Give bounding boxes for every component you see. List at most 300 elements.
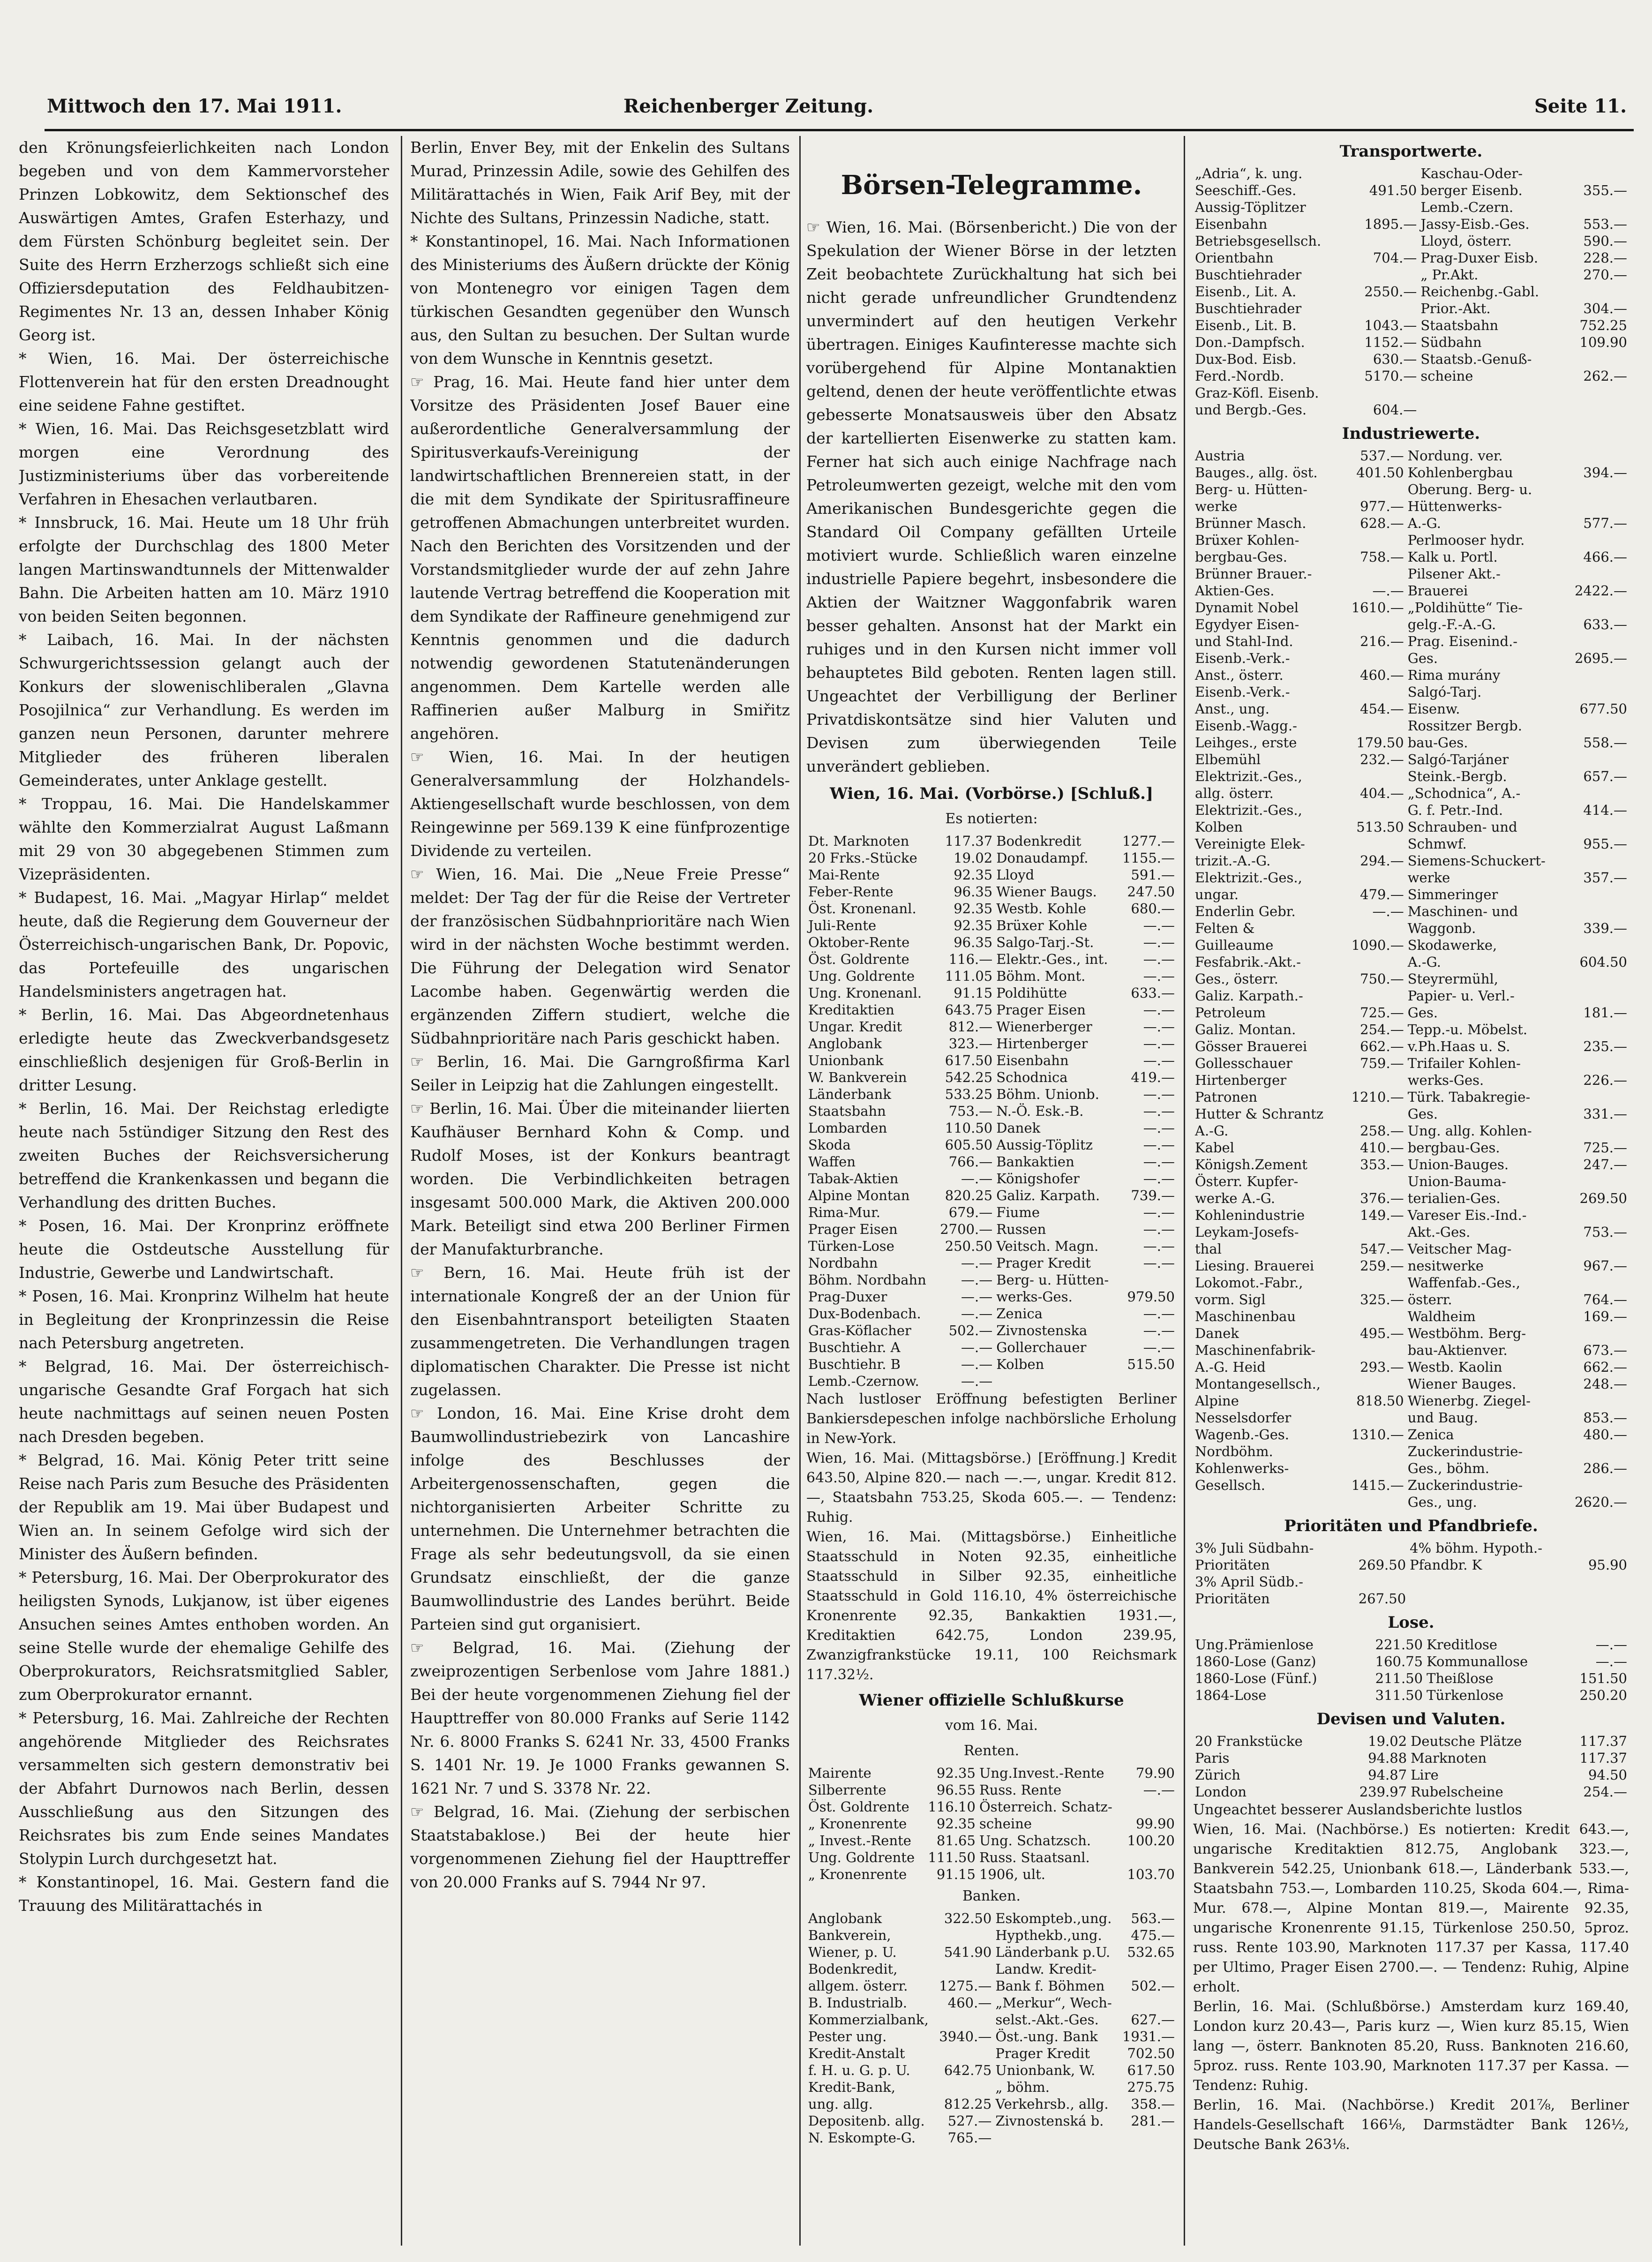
quote-value bbox=[1566, 1173, 1629, 1190]
quote-name: österr. bbox=[1407, 1292, 1452, 1308]
quote-heading: Wien, 16. Mai. (Vorbörse.) [Schluß.] bbox=[829, 784, 1154, 803]
quote-name: A.-G. bbox=[1195, 1123, 1229, 1139]
quote-name: Alpine Montan bbox=[808, 1187, 910, 1203]
quote-name bbox=[1419, 384, 1567, 401]
quote-value: 460.— bbox=[1360, 667, 1404, 683]
news-item: * Troppau, 16. Mai. Die Handelskammer wählte den Kommerzialrat August Laßmann mit 29 von 30 abgegebenen Stimmen zum Vizepräsidenten. bbox=[19, 795, 389, 883]
quote-row bbox=[806, 1781, 1177, 1798]
quote-value: —.— bbox=[1143, 1782, 1175, 1798]
quote-value: 94.50 bbox=[1588, 1767, 1627, 1783]
quote-row bbox=[1193, 751, 1629, 768]
quote-name: Elbemühl bbox=[1195, 751, 1261, 767]
quote-name: Dynamit Nobel bbox=[1195, 600, 1299, 616]
quote-name: Anst., österr. bbox=[1195, 667, 1284, 683]
quote-row bbox=[1193, 565, 1629, 582]
quote-row bbox=[806, 1944, 1177, 1961]
quote-row bbox=[1193, 1122, 1629, 1139]
quote-value: 1152.— bbox=[1364, 334, 1417, 350]
quote-value: 401.50 bbox=[1356, 465, 1404, 481]
quote-name: Türkenlose bbox=[1427, 1687, 1504, 1703]
quote-value: —.— bbox=[1143, 1204, 1175, 1220]
quote-name: Öst.-ung. Bank bbox=[995, 2029, 1098, 2044]
quote-name: 1860-Lose (Ganz) bbox=[1195, 1653, 1316, 1669]
quote-row bbox=[806, 1815, 1177, 1832]
quote-name: Gesellsch. bbox=[1195, 1477, 1265, 1493]
quote-value: —.— bbox=[1143, 1339, 1175, 1355]
quote-name: werke A.-G. bbox=[1195, 1190, 1276, 1206]
quote-name: Kohlenindustrie bbox=[1195, 1207, 1305, 1223]
quote-value bbox=[935, 1961, 994, 1977]
quote-row bbox=[1193, 768, 1629, 785]
quote-name: werks-Ges. bbox=[996, 1289, 1073, 1305]
quote-row bbox=[1193, 1375, 1629, 1392]
quote-name: Wagenb.-Ges. bbox=[1195, 1427, 1289, 1443]
quote-row bbox=[1193, 734, 1629, 751]
quote-value: —.— bbox=[1143, 917, 1175, 933]
quote-row bbox=[806, 1356, 1177, 1373]
quote-row bbox=[1193, 903, 1629, 920]
quote-name: Feber-Rente bbox=[808, 884, 894, 900]
quote-name: Ges., österr. bbox=[1195, 971, 1278, 987]
quote-value bbox=[1566, 1021, 1629, 1038]
quote-value: 239.97 bbox=[1359, 1784, 1407, 1800]
quote-value bbox=[1342, 1494, 1405, 1511]
quote-name: Tabak-Aktien bbox=[808, 1171, 899, 1187]
quote-name: Ung. Goldrente bbox=[808, 968, 915, 984]
quote-table bbox=[1193, 447, 1629, 1511]
quote-value: 355.— bbox=[1583, 182, 1627, 198]
quote-row bbox=[806, 833, 1177, 849]
quote-name: Russ. Staatsanl. bbox=[979, 1849, 1090, 1865]
quote-value: 357.— bbox=[1583, 870, 1627, 886]
quote-name: bergbau-Ges. bbox=[1195, 549, 1287, 565]
quote-value bbox=[1342, 532, 1405, 549]
quote-value: 553.— bbox=[1583, 216, 1627, 232]
quote-value bbox=[1577, 1540, 1629, 1556]
quote-name: allgem. österr. bbox=[808, 1978, 908, 1994]
quote-value bbox=[1567, 401, 1629, 418]
quote-name: Anglobank bbox=[808, 1910, 882, 1926]
quote-name: „Poldihütte“ Tie- bbox=[1407, 600, 1523, 616]
quote-value: 358.— bbox=[1131, 2096, 1175, 2112]
quote-name: Buschtiehrader bbox=[1195, 267, 1302, 283]
quote-table bbox=[1193, 1540, 1629, 1607]
quote-value bbox=[1566, 903, 1629, 920]
quote-name: Lokomot.-Fabr., bbox=[1195, 1275, 1303, 1291]
quote-value: 248.— bbox=[1583, 1376, 1627, 1392]
quote-row bbox=[1193, 1342, 1629, 1359]
quote-value: 2422.— bbox=[1574, 583, 1627, 599]
quote-row bbox=[806, 1170, 1177, 1187]
quote-name: bau-Aktienver. bbox=[1407, 1342, 1508, 1358]
quote-name: Liesing. Brauerei bbox=[1195, 1258, 1314, 1274]
quote-name: Zürich bbox=[1195, 1767, 1240, 1783]
quote-name: Ungar. Kredit bbox=[808, 1019, 902, 1035]
quote-row bbox=[1193, 869, 1629, 886]
quote-value: 181.— bbox=[1583, 1005, 1627, 1021]
quote-name: Union-Bauma- bbox=[1407, 1173, 1506, 1189]
quote-name: Unionbank bbox=[808, 1052, 884, 1068]
quote-value: 633.— bbox=[1583, 616, 1627, 632]
quote-name: W. Bankverein bbox=[808, 1069, 907, 1085]
quote-row bbox=[1193, 1750, 1629, 1766]
quote-row bbox=[806, 1798, 1177, 1815]
quote-name: Türk. Tabakregie- bbox=[1407, 1089, 1531, 1105]
quote-name: Böhm. Mont. bbox=[996, 968, 1086, 984]
quote-row bbox=[1193, 1687, 1629, 1704]
quote-row bbox=[806, 1339, 1177, 1356]
quote-value: 765.— bbox=[947, 2130, 992, 2146]
news-item: * Budapest, 16. Mai. „Magyar Hirlap“ meldet heute, daß die Regierung dem Gouverneur der Österreichisch-ungarischen Bank, Dr. Popovic, das Portefeuille des ungarischen Handelsministers angetragen hat. bbox=[19, 888, 389, 1000]
news-item: * Berlin, 16. Mai. Das Abgeordnetenhaus erledigte heute das Zweckverbandsgesetz einschließlich desjenigen für Groß-Berlin in dritter Lesung. bbox=[19, 1006, 389, 1094]
quote-value bbox=[1342, 1274, 1405, 1291]
quote-name: „Adria“, k. ung. bbox=[1195, 165, 1303, 181]
quote-name: Felten & bbox=[1195, 920, 1255, 936]
quote-value: —.— bbox=[961, 1171, 993, 1187]
quote-row bbox=[806, 2112, 1177, 2129]
quote-row bbox=[1193, 1089, 1629, 1105]
quote-value: 591.— bbox=[1131, 867, 1175, 883]
quote-row bbox=[1193, 1653, 1629, 1670]
quote-name bbox=[1419, 401, 1567, 418]
quote-name: Öst. Goldrente bbox=[808, 951, 909, 967]
quote-name: Staatsbahn bbox=[1420, 317, 1499, 333]
quote-row bbox=[1193, 1460, 1629, 1477]
quote-name: Union-Bauges. bbox=[1407, 1157, 1509, 1172]
quote-value: 92.35 bbox=[936, 1765, 976, 1781]
quote-value: 702.50 bbox=[1127, 2045, 1175, 2061]
quote-name: Montangesellsch., bbox=[1195, 1376, 1321, 1392]
quote-name: terialien-Ges. bbox=[1407, 1190, 1501, 1206]
quote-value: 673.— bbox=[1583, 1342, 1627, 1358]
quote-value: 725.— bbox=[1360, 1005, 1404, 1021]
quote-name: Prioritäten bbox=[1195, 1557, 1270, 1573]
quote-name: Lemb.-Czern. bbox=[1420, 199, 1514, 215]
quote-value: 325.— bbox=[1360, 1292, 1404, 1308]
quote-value: 750.— bbox=[1360, 971, 1404, 987]
quote-row bbox=[806, 849, 1177, 866]
quote-value: 1310.— bbox=[1351, 1427, 1404, 1443]
quote-value: 99.90 bbox=[1135, 1816, 1175, 1832]
quote-value: —.— bbox=[1143, 1036, 1175, 1052]
column-news-1 bbox=[19, 136, 389, 2248]
quote-name: Prager Kredit bbox=[995, 2045, 1090, 2061]
quote-name: Mai-Rente bbox=[808, 867, 880, 883]
quote-name: 4% böhm. Hypoth.- bbox=[1410, 1540, 1543, 1556]
quote-row bbox=[1193, 987, 1629, 1004]
quote-name: Bodenkredit, bbox=[808, 1961, 898, 1977]
news-item: ☞ Wien, 16. Mai. In der heutigen Generalversammlung der Holzhandels-Aktiengesellschaft wurde beschlossen, von dem Reingewinne per 569.139 K eine fünfprozentige Dividende zu verteilen. bbox=[410, 748, 790, 860]
quote-value: —.— bbox=[961, 1373, 993, 1389]
quote-row bbox=[806, 984, 1177, 1001]
quote-name: Eisenbahn bbox=[996, 1052, 1069, 1068]
quote-value bbox=[1342, 1224, 1405, 1240]
quote-name: „ böhm. bbox=[995, 2079, 1050, 2095]
quote-name: Landw. Kredit- bbox=[995, 1961, 1096, 1977]
quote-name: bau-Ges. bbox=[1407, 735, 1468, 751]
quote-name: Gras-Köflacher bbox=[808, 1323, 911, 1338]
quote-name: Danek bbox=[1195, 1325, 1239, 1341]
quote-heading: Prioritäten und Pfandbriefe. bbox=[1284, 1517, 1538, 1535]
quote-name: Silberrente bbox=[808, 1782, 886, 1798]
quote-name: scheine bbox=[1420, 368, 1473, 384]
quote-value: 100.20 bbox=[1127, 1833, 1175, 1849]
quote-name: Eisenw. bbox=[1407, 701, 1460, 717]
quote-name: Kabel bbox=[1195, 1140, 1234, 1156]
quote-name: Wienerbg. Ziegel- bbox=[1407, 1393, 1531, 1409]
quote-name: Aussig-Töplitz bbox=[996, 1137, 1093, 1153]
quote-row bbox=[806, 2062, 1177, 2079]
quote-value bbox=[1566, 684, 1629, 700]
quote-value bbox=[935, 2011, 994, 2028]
quote-value: 979.50 bbox=[1127, 1289, 1175, 1305]
quote-name: Dux-Bodenbach. bbox=[808, 1306, 921, 1322]
news-item: * Belgrad, 16. Mai. König Peter tritt seine Reise nach Paris zum Besuche des Präsidenten der Republik am 19. Mai über Budapest und Wien an. In seinem Gefolge wird sich der Minister des Äußern befinden. bbox=[19, 1451, 389, 1563]
quote-value: 542.25 bbox=[945, 1069, 993, 1085]
quote-name: Brüxer Kohle bbox=[996, 917, 1088, 933]
quote-value bbox=[1566, 1055, 1629, 1072]
quote-value bbox=[1342, 1072, 1405, 1089]
quote-table bbox=[1193, 1733, 1629, 1800]
quote-value bbox=[1342, 616, 1405, 633]
quote-row bbox=[1193, 515, 1629, 532]
quote-name: N.-Ö. Esk.-B. bbox=[996, 1103, 1084, 1119]
quote-value: 235.— bbox=[1583, 1038, 1627, 1054]
quote-row bbox=[1193, 1274, 1629, 1291]
quote-value bbox=[1566, 667, 1629, 684]
quote-value: 662.— bbox=[1360, 1038, 1404, 1054]
quote-row bbox=[1193, 1139, 1629, 1156]
quote-name: Maschinenfabrik- bbox=[1195, 1342, 1316, 1358]
quote-value: 764.— bbox=[1583, 1292, 1627, 1308]
quote-row bbox=[806, 968, 1177, 984]
quote-value bbox=[1567, 351, 1629, 368]
quote-row bbox=[1193, 633, 1629, 650]
quote-value bbox=[1118, 1961, 1177, 1977]
quote-row bbox=[806, 1018, 1177, 1035]
quote-heading: Wiener offizielle Schlußkurse bbox=[859, 1691, 1124, 1710]
quote-row bbox=[1193, 1573, 1629, 1590]
quote-name: Ges. bbox=[1407, 1005, 1438, 1021]
quote-name: Zenica bbox=[996, 1306, 1043, 1322]
quote-name: Nordbahn bbox=[808, 1255, 878, 1271]
quote-name: Kolben bbox=[996, 1356, 1044, 1372]
quote-name: B. Industrialb. bbox=[808, 1995, 908, 2011]
quote-name: Maschinen- und bbox=[1407, 903, 1518, 919]
quote-name: Gollesschauer bbox=[1195, 1055, 1293, 1071]
quote-name: Brauerei bbox=[1407, 583, 1468, 599]
quote-value bbox=[1342, 717, 1405, 734]
quote-value: 627.— bbox=[1131, 2012, 1175, 2028]
quote-name: Marknoten bbox=[1411, 1750, 1487, 1766]
quote-value: 563.— bbox=[1131, 1910, 1175, 1926]
quote-value: —.— bbox=[1143, 1120, 1175, 1136]
quote-name: Juli-Rente bbox=[808, 917, 877, 933]
quote-row bbox=[1193, 1590, 1629, 1607]
quote-value: —.— bbox=[1143, 1052, 1175, 1068]
quote-row bbox=[1193, 199, 1629, 216]
quote-row bbox=[806, 1288, 1177, 1305]
quote-row bbox=[806, 1153, 1177, 1170]
quote-value: 111.05 bbox=[945, 968, 993, 984]
quote-name: Ung.Invest.-Rente bbox=[979, 1765, 1104, 1781]
quote-value: 537.— bbox=[1360, 448, 1404, 464]
quote-value: 820.25 bbox=[945, 1187, 993, 1203]
quote-value bbox=[1117, 1373, 1177, 1390]
quote-value: 460.— bbox=[947, 1995, 992, 2011]
quote-value: 1415.— bbox=[1351, 1477, 1404, 1493]
quote-row bbox=[1193, 249, 1629, 266]
quote-row bbox=[806, 1120, 1177, 1136]
quote-name: Patronen bbox=[1195, 1089, 1257, 1105]
quote-value bbox=[1566, 886, 1629, 903]
quote-name: Salgó-Tarj. bbox=[1407, 684, 1482, 700]
quote-row bbox=[1193, 334, 1629, 351]
quote-name: Westb. Kaolin bbox=[1407, 1359, 1502, 1375]
quote-value: 753.— bbox=[948, 1103, 993, 1119]
quote-name: Eisenb., Lit. B. bbox=[1195, 317, 1297, 333]
quote-name: nesitwerke bbox=[1407, 1258, 1484, 1274]
quote-name bbox=[1408, 1573, 1576, 1590]
quote-value: 480.— bbox=[1583, 1427, 1627, 1443]
quote-name: Bodenkredit bbox=[996, 833, 1081, 849]
quote-row bbox=[806, 1832, 1177, 1849]
quote-name: Westb. Kohle bbox=[996, 901, 1086, 917]
quote-name: allg. österr. bbox=[1195, 785, 1274, 801]
quote-row bbox=[806, 917, 1177, 934]
quote-value bbox=[1566, 1443, 1629, 1460]
quote-row bbox=[1193, 447, 1629, 464]
quote-name: 3% Juli Südbahn- bbox=[1195, 1540, 1314, 1556]
quote-name: Gösser Brauerei bbox=[1195, 1038, 1307, 1054]
quote-row bbox=[1193, 368, 1629, 384]
quote-table bbox=[806, 1910, 1177, 2146]
quote-name: A.-G. bbox=[1407, 515, 1442, 531]
quote-name bbox=[993, 2129, 1118, 2146]
quote-name: Buschtiehr. A bbox=[808, 1339, 901, 1355]
quote-name: Waggonb. bbox=[1407, 920, 1476, 936]
quote-value bbox=[1566, 1089, 1629, 1105]
quote-name: Prager Eisen bbox=[808, 1221, 898, 1237]
quote-name: Elektrizit.-Ges., bbox=[1195, 802, 1302, 818]
quote-name: 1906, ult. bbox=[979, 1866, 1046, 1882]
quote-name: Steyrermühl, bbox=[1407, 971, 1499, 987]
quote-name: Zenica bbox=[1407, 1427, 1454, 1443]
quote-subheading: Renten. bbox=[963, 1743, 1020, 1759]
quote-value bbox=[935, 1927, 994, 1944]
quote-row bbox=[1193, 401, 1629, 418]
news-item: ☞ Berlin, 16. Mai. Die Garngroßfirma Karl Seiler in Leipzig hat die Zahlungen eingestellt. bbox=[410, 1052, 790, 1094]
quote-value: 1210.— bbox=[1351, 1089, 1404, 1105]
quote-row bbox=[1193, 1443, 1629, 1460]
quote-value: 259.— bbox=[1360, 1258, 1404, 1274]
quote-row bbox=[806, 1136, 1177, 1153]
quote-name: 1864-Lose bbox=[1195, 1687, 1267, 1703]
column-rule bbox=[401, 136, 402, 2246]
quote-value: 116.10 bbox=[928, 1799, 976, 1815]
quote-heading: Transportwerte. bbox=[1339, 142, 1483, 161]
quote-row bbox=[1193, 920, 1629, 937]
quote-value: 419.— bbox=[1131, 1069, 1175, 1085]
quote-name: Galiz. Karpath.- bbox=[1195, 988, 1303, 1004]
quote-name: Wiener Bauges. bbox=[1407, 1376, 1517, 1392]
quote-value bbox=[1567, 384, 1629, 401]
quote-row bbox=[806, 1373, 1177, 1390]
quote-name: Tepp.-u. Möbelst. bbox=[1407, 1022, 1528, 1037]
quote-name: Aussig-Töplitzer bbox=[1195, 199, 1306, 215]
quote-value: 254.— bbox=[1583, 1784, 1627, 1800]
quote-value: 19.02 bbox=[954, 850, 993, 866]
quote-row bbox=[1193, 1308, 1629, 1325]
quote-value: 502.— bbox=[948, 1323, 993, 1338]
quote-value: 533.25 bbox=[945, 1086, 993, 1102]
news-item: Berlin, Enver Bey, mit der Enkelin des Sultans Murad, Prinzessin Adile, sowie des Gehilfen des Militärattachés in Wien, Faik Arif Bey, mit der Nichte des Sultans, Prinzessin Nadiche, statt. bbox=[410, 138, 790, 227]
quote-value bbox=[1566, 1274, 1629, 1291]
quote-value: 590.— bbox=[1583, 233, 1627, 249]
quote-value: 2700.— bbox=[940, 1221, 993, 1237]
quote-row bbox=[1193, 1105, 1629, 1122]
quote-row bbox=[1193, 1224, 1629, 1240]
quote-row bbox=[806, 1103, 1177, 1120]
news-item: * Berlin, 16. Mai. Der Reichstag erledigte heute nach 5stündiger Sitzung den Rest des zweiten Buches der Reichsversicherung betreffend die Krankenkassen und begann die Verhandlung des dritten Buches. bbox=[19, 1099, 389, 1211]
quote-name: A.-G. bbox=[1407, 954, 1442, 970]
quote-value: 92.35 bbox=[954, 867, 993, 883]
quote-name: Eisenb.-Wagg.- bbox=[1195, 718, 1297, 734]
quote-value: 752.25 bbox=[1579, 317, 1627, 333]
quote-value: 955.— bbox=[1583, 836, 1627, 852]
quote-value: 704.— bbox=[1373, 250, 1417, 266]
quote-name: Brünner Masch. bbox=[1195, 515, 1307, 531]
quote-name: Hutter & Schrantz bbox=[1195, 1106, 1324, 1122]
column-boerse bbox=[806, 136, 1177, 2248]
quote-value: —.— bbox=[1595, 1637, 1627, 1653]
quote-value: 179.50 bbox=[1356, 735, 1404, 751]
quote-value bbox=[1566, 852, 1629, 869]
quote-name: Kaschau-Oder- bbox=[1420, 165, 1523, 181]
quote-name: Elektr.-Ges., int. bbox=[996, 951, 1108, 967]
quote-heading: Lose. bbox=[1388, 1613, 1434, 1632]
quote-row bbox=[1193, 582, 1629, 599]
quote-value: 103.70 bbox=[1127, 1866, 1175, 1882]
news-item: * Innsbruck, 16. Mai. Heute um 18 Uhr früh erfolgte der Durchschlag des 1800 Meter langen Martinswandtunnels der Mittenwalder Bahn. Die Arbeiten hatten am 10. März 1910 von beiden Seiten begonnen. bbox=[19, 513, 389, 625]
quote-value: 281.— bbox=[1131, 2113, 1175, 2129]
quote-value bbox=[1566, 1477, 1629, 1494]
quote-value bbox=[1351, 300, 1419, 317]
quote-value: 94.87 bbox=[1368, 1767, 1407, 1783]
quote-name: Dux-Bod. Eisb. bbox=[1195, 351, 1297, 367]
quote-name: Kohlenwerks- bbox=[1195, 1460, 1289, 1476]
quote-value: 662.— bbox=[1583, 1359, 1627, 1375]
quote-name: „ Pr.Akt. bbox=[1420, 267, 1479, 283]
quote-value bbox=[1566, 1207, 1629, 1224]
quote-value: —.— bbox=[961, 1339, 993, 1355]
quote-name: Paris bbox=[1195, 1750, 1230, 1766]
quote-row bbox=[806, 1052, 1177, 1069]
quote-name: Ges., ung. bbox=[1407, 1494, 1477, 1510]
quote-name: Ges. bbox=[1407, 650, 1438, 666]
quote-value bbox=[1566, 937, 1629, 954]
quote-value bbox=[1342, 1460, 1405, 1477]
quote-name: Türken-Lose bbox=[808, 1238, 894, 1254]
quote-value: 541.90 bbox=[944, 1944, 992, 1960]
quote-value bbox=[1566, 498, 1629, 515]
quote-name: Steink.-Bergb. bbox=[1407, 768, 1507, 784]
quote-value: 495.— bbox=[1360, 1325, 1404, 1341]
quote-value: 19.02 bbox=[1368, 1733, 1407, 1749]
quote-name: Bank f. Böhmen bbox=[995, 1978, 1105, 1994]
news-item: Nach lustloser Eröffnung befestigten Berliner Bankiersdepeschen infolge nachbörsliche Erholung in New-York. bbox=[806, 1391, 1177, 1447]
news-item: ☞ Prag, 16. Mai. Heute fand hier unter dem Vorsitze des Präsidenten Josef Bauer eine außerordentliche Generalversammlung der Spiritusverkaufs-Vereinigung der landwirtschaftlichen Brennereien statt, in der die mit dem Syndikate der Spiritusraffineure getroffenen Abmachungen unterbreitet wurden. Nach den Berichten des Vorsitzenden und der Vorstandsmitglieder wurde der auf zehn Jahre lautende Vertrag betreffend die Kooperation mit dem Syndikate der Raffineure genehmigend zur Kenntnis genommen und die dadurch notwendig gewordenen Statutenänderungen angenommen. Dem Kartelle werden alle Raffinerien außer Malburg in Smiřitz angehören. bbox=[410, 373, 790, 743]
